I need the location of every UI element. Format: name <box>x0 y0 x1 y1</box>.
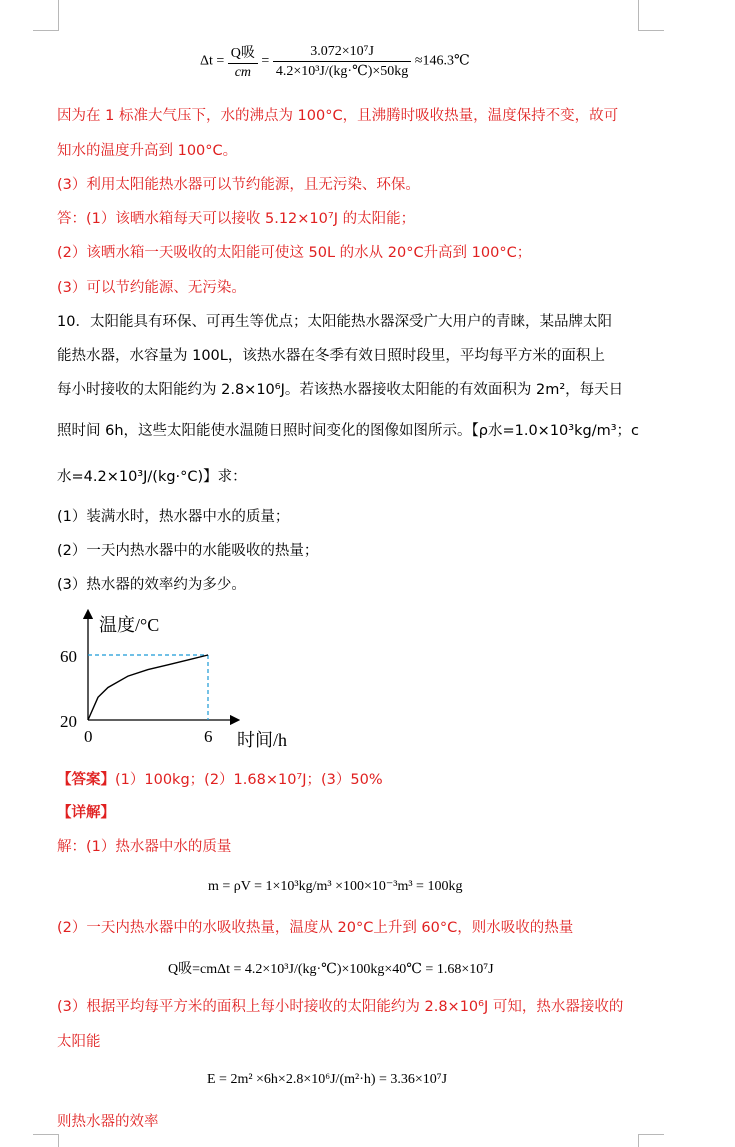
equation-mass: m = ρV = 1×10³kg/m³ ×100×10⁻³m³ = 100kg <box>208 879 463 894</box>
prev-solution-line-1: 因为在 1 标准大气压下，水的沸点为 100°C，且沸腾时吸收热量，温度保持不变，故可 <box>57 108 619 124</box>
question-10-line-5: 水=4.2×10³J/(kg·°C)】求： <box>57 469 247 485</box>
solution-line-5: 则热水器的效率 <box>57 1114 159 1130</box>
eq-frac2-denominator: 4.2×10³J/(kg·℃)×50kg <box>275 63 409 79</box>
equation-heat: Q吸=cmΔt = 4.2×10³J/(kg·℃)×100kg×40℃ = 1.68×10⁷J <box>168 962 494 977</box>
prev-solution-line-2: 知水的温度升高到 100°C。 <box>57 143 238 159</box>
eq-result: ≈146.3℃ <box>414 53 470 69</box>
solution-line-4: 太阳能 <box>57 1034 101 1050</box>
prev-answer-line-3: (3）可以节约能源、无污染。 <box>57 280 246 296</box>
crop-mark-top-right <box>638 0 664 31</box>
chart-x-axis-label: 时间/h <box>237 730 288 750</box>
chart-series-line <box>88 655 208 720</box>
temperature-time-chart <box>57 608 307 753</box>
question-10-line-2: 能热水器，水容量为 100L，该热水器在冬季有效日照时段里，平均每平方米的面积上 <box>57 348 605 364</box>
crop-mark-top-left <box>33 0 59 31</box>
solution-line-1: 解：(1）热水器中水的质量 <box>57 839 232 855</box>
detail-tag: 【详解】 <box>57 805 115 821</box>
answer-line <box>57 770 383 790</box>
chart-y-tick-top: 60 <box>60 647 77 666</box>
question-10-line-3: 每小时接收的太阳能约为 2.8×10⁶J。若该热水器接收太阳能的有效面积为 2m²，每天日 <box>57 382 624 398</box>
chart-y-tick-bottom: 20 <box>60 712 77 731</box>
question-10-sub-3: (3）热水器的效率约为多少。 <box>57 577 246 593</box>
chart-y-axis-label: 温度/°C <box>99 615 160 635</box>
eq-fraction-values <box>273 44 411 80</box>
question-10-sub-1: (1）装满水时，热水器中水的质量； <box>57 509 290 525</box>
question-10-line-4: 照时间 6h，这些太阳能使水温随日照时间变化的图像如图所示。【ρ水=1.0×10³kg/m³；c <box>57 423 639 439</box>
eq-lhs: Δt = <box>200 53 225 69</box>
equation-delta-t <box>200 42 470 81</box>
prev-answer-line-2: (2）该晒水箱一天吸收的太阳能可使这 50L 的水从 20°C升高到 100°C； <box>57 245 532 261</box>
prev-answer-line-1: 答：(1）该晒水箱每天可以接收 5.12×10⁷J 的太阳能； <box>57 211 416 227</box>
crop-mark-bottom-left <box>33 1134 59 1147</box>
prev-solution-line-3: (3）利用太阳能热水器可以节约能源，且无污染、环保。 <box>57 177 420 193</box>
chart-x-tick-zero: 0 <box>84 727 93 746</box>
chart-x-tick-end: 6 <box>204 727 213 746</box>
eq-fraction-q-over-cm <box>228 42 258 81</box>
eq-frac1-numerator: Q吸 <box>228 42 258 64</box>
chart-guides <box>88 655 208 720</box>
eq-frac1-denominator: cm <box>234 65 252 80</box>
equation-energy: E = 2m² ×6h×2.8×10⁶J/(m²·h) = 3.36×10⁷J <box>207 1072 448 1087</box>
answer-text: (1）100kg；(2）1.68×10⁷J；(3）50% <box>115 772 383 788</box>
solution-line-3: (3）根据平均每平方米的面积上每小时接收的太阳能约为 2.8×10⁶J 可知，热水器接收的 <box>57 999 624 1015</box>
question-10-sub-2: (2）一天内热水器中的水能吸收的热量； <box>57 543 319 559</box>
crop-mark-bottom-right <box>638 1134 664 1147</box>
solution-line-2: (2）一天内热水器中的水吸收热量，温度从 20°C上升到 60°C，则水吸收的热量 <box>57 920 574 936</box>
eq-frac2-numerator: 3.072×10⁷J <box>273 44 411 62</box>
eq-equals: = <box>261 53 270 69</box>
answer-tag: 【答案】 <box>57 772 115 788</box>
question-10-line-1: 10．太阳能具有环保、可再生等优点；太阳能热水器深受广大用户的青睐，某品牌太阳 <box>57 314 612 330</box>
